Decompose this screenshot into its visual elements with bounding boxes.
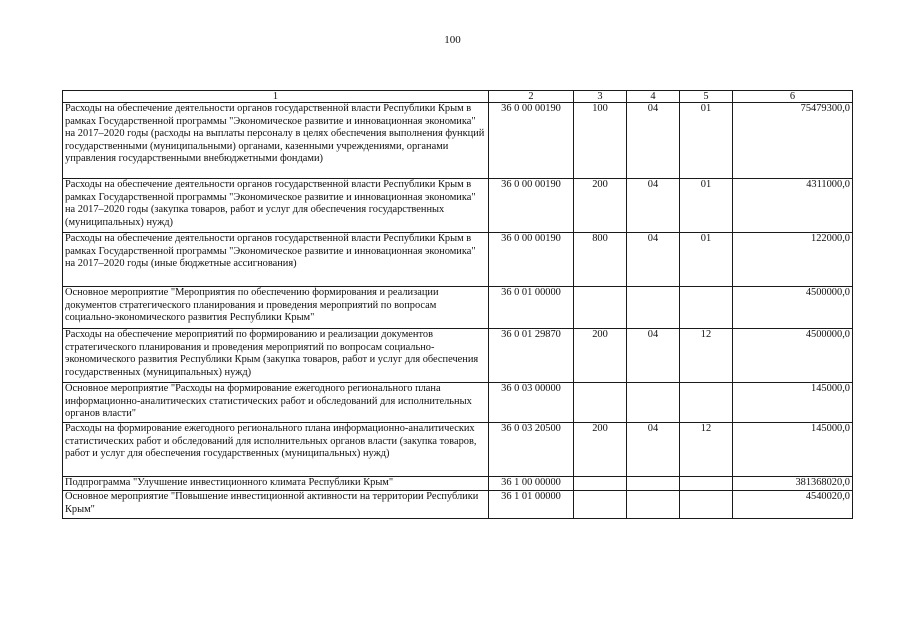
row-name: Расходы на формирование ежегодного регионального плана информационно-аналитических статистических работ и обследований для исполнительных органов власти (закупка товаров, работ и услуг для обеспечения государственных (муниципальных) нужд)	[63, 423, 489, 477]
table-row	[63, 477, 853, 491]
row-amount: 4311000,0	[733, 179, 853, 233]
row-col3	[574, 477, 627, 491]
row-col3: 100	[574, 103, 627, 179]
row-col3	[574, 383, 627, 423]
row-col3	[574, 491, 627, 519]
row-col3: 200	[574, 423, 627, 477]
row-col4	[627, 383, 680, 423]
row-code: 36 0 01 00000	[489, 287, 574, 329]
row-col5	[680, 287, 733, 329]
row-col5: 01	[680, 233, 733, 287]
row-code: 36 0 01 29870	[489, 329, 574, 383]
row-amount: 145000,0	[733, 423, 853, 477]
row-name: Подпрограмма "Улучшение инвестиционного климата Республики Крым"	[63, 477, 489, 491]
row-code: 36 0 00 00190	[489, 103, 574, 179]
row-amount: 75479300,0	[733, 103, 853, 179]
table-row	[63, 179, 853, 233]
row-amount: 145000,0	[733, 383, 853, 423]
column-header-5: 5	[680, 91, 733, 103]
row-amount: 4500000,0	[733, 287, 853, 329]
column-header-4: 4	[627, 91, 680, 103]
row-code: 36 0 03 00000	[489, 383, 574, 423]
row-col5	[680, 477, 733, 491]
row-col4: 04	[627, 423, 680, 477]
header-row	[63, 91, 853, 103]
budget-table	[62, 90, 853, 519]
row-col3: 200	[574, 329, 627, 383]
table-row	[63, 233, 853, 287]
row-name: Основное мероприятие "Расходы на формирование ежегодного регионального плана информационно-аналитических статистических работ и обследований для исполнительных органов власти"	[63, 383, 489, 423]
row-code: 36 0 00 00190	[489, 179, 574, 233]
row-col3	[574, 287, 627, 329]
row-col5: 12	[680, 329, 733, 383]
row-col3: 200	[574, 179, 627, 233]
table-row	[63, 103, 853, 179]
column-header-3: 3	[574, 91, 627, 103]
row-code: 36 1 01 00000	[489, 491, 574, 519]
row-col4: 04	[627, 329, 680, 383]
row-name: Основное мероприятие "Мероприятия по обеспечению формирования и реализации документов стратегического планирования и проведения мероприятий по вопросам социально-экономического развития Республики Крым"	[63, 287, 489, 329]
column-header-2: 2	[489, 91, 574, 103]
column-header-1: 1	[63, 91, 489, 103]
row-col4: 04	[627, 103, 680, 179]
row-name: Расходы на обеспечение деятельности органов государственной власти Республики Крым в рамках Государственной программы "Экономическое развитие и инновационная экономика" на 2017–2020 годы (расходы на выплаты персоналу в целях обеспечения выполнения функций государственными (муниципальными) органами, казенными учреждениями, органами управления государственными внебюджетными фондами)	[63, 103, 489, 179]
table-row	[63, 423, 853, 477]
row-code: 36 1 00 00000	[489, 477, 574, 491]
row-name: Основное мероприятие "Повышение инвестиционной активности на территории Республики Крым"	[63, 491, 489, 519]
row-code: 36 0 03 20500	[489, 423, 574, 477]
row-name: Расходы на обеспечение деятельности органов государственной власти Республики Крым в рамках Государственной программы "Экономическое развитие и инновационная экономика" на 2017–2020 годы (закупка товаров, работ и услуг для обеспечения государственных (муниципальных) нужд)	[63, 179, 489, 233]
row-amount: 4500000,0	[733, 329, 853, 383]
row-amount: 381368020,0	[733, 477, 853, 491]
row-col4	[627, 287, 680, 329]
row-col5: 01	[680, 103, 733, 179]
table-row	[63, 329, 853, 383]
row-col5: 01	[680, 179, 733, 233]
row-col5	[680, 491, 733, 519]
row-amount: 122000,0	[733, 233, 853, 287]
row-name: Расходы на обеспечение мероприятий по формированию и реализации документов стратегического планирования и проведения мероприятий по вопросам социально-экономического развития Республики Крым (закупка товаров, работ и услуг для обеспечения государственных (муниципальных) нужд)	[63, 329, 489, 383]
row-code: 36 0 00 00190	[489, 233, 574, 287]
row-col4: 04	[627, 179, 680, 233]
row-col5: 12	[680, 423, 733, 477]
page-number: 100	[444, 34, 461, 46]
row-col4	[627, 477, 680, 491]
table-row	[63, 491, 853, 519]
column-header-6: 6	[733, 91, 853, 103]
row-col4: 04	[627, 233, 680, 287]
table-row	[63, 287, 853, 329]
row-name: Расходы на обеспечение деятельности органов государственной власти Республики Крым в рамках Государственной программы "Экономическое развитие и инновационная экономика" на 2017–2020 годы (иные бюджетные ассигнования)	[63, 233, 489, 287]
row-col5	[680, 383, 733, 423]
row-amount: 4540020,0	[733, 491, 853, 519]
table-row	[63, 383, 853, 423]
row-col3: 800	[574, 233, 627, 287]
row-col4	[627, 491, 680, 519]
